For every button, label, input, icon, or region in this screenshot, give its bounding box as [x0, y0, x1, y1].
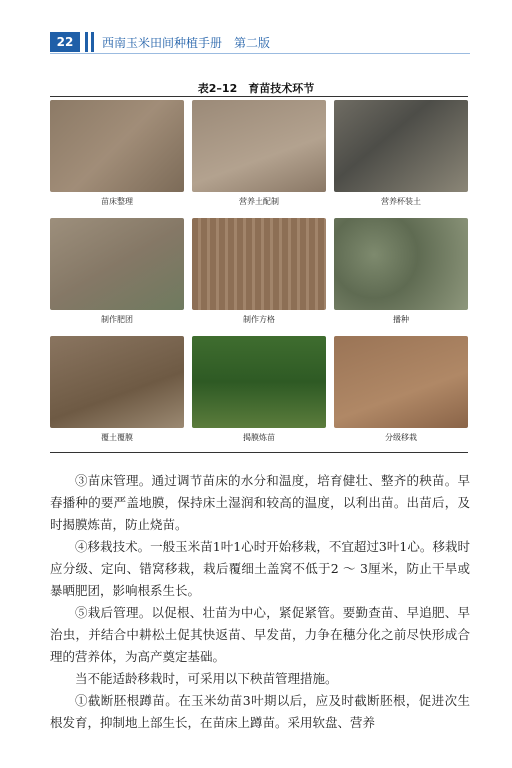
photo-cell: [192, 100, 326, 207]
photo-label: 覆土覆膜: [101, 433, 133, 442]
photo-cell: [192, 218, 326, 325]
photo-cell: [334, 100, 468, 207]
paragraph: ④移栽技术。一般玉米苗1叶1心时开始移栽，不宜超过3叶1心。移栽时应分级、定向、错窝移栽，栽后覆细土盖窝不低于2 ～ 3厘米，防止干旱或暴晒肥团，影响根系生长。: [50, 539, 470, 598]
header-rule: [50, 53, 470, 54]
photo-label: 分级移栽: [385, 433, 417, 442]
photo-label: 营养杯装土: [381, 197, 421, 206]
photo-film-removal: [192, 336, 326, 428]
header-decor-bar: [85, 32, 88, 52]
photo-label: 制作肥团: [101, 315, 133, 324]
photo-cell: [192, 336, 326, 443]
photo-grid-making: [192, 218, 326, 310]
photo-graded-transplant: [334, 336, 468, 428]
table-bottom-rule: [50, 452, 468, 453]
photo-soil-cover-film: [50, 336, 184, 428]
page-number: 22: [50, 32, 80, 52]
paragraph: ①截断胚根蹲苗。在玉米幼苗3叶期以后，应及时截断胚根，促进次生根发育，抑制地上部生长，在苗床上蹲苗。采用软盘、营养: [50, 693, 470, 730]
photo-cell: [50, 100, 184, 207]
book-title: 西南玉米田间种植手册 第二版: [102, 36, 271, 50]
photo-label: 揭膜炼苗: [243, 433, 275, 442]
photo-label: 营养土配制: [239, 197, 279, 206]
paragraph: ⑤栽后管理。以促根、壮苗为中心，紧促紧管。要勤查苗、早追肥、早治虫，并结合中耕松土促其快返苗、早发苗，力争在穗分化之前尽快形成合理的营养体，为高产奠定基础。: [50, 605, 470, 664]
photo-fertilizer-ball: [50, 218, 184, 310]
photo-label: 苗床整理: [101, 197, 133, 206]
table-top-rule: [50, 96, 468, 97]
photo-cell: [50, 336, 184, 443]
photo-cell: [50, 218, 184, 325]
photo-label: 播种: [393, 315, 409, 324]
paragraph: 当不能适龄移栽时，可采用以下秧苗管理措施。: [75, 671, 338, 686]
header-decor-bar: [91, 32, 94, 52]
photo-nutrient-cup: [334, 100, 468, 192]
body-text: [50, 470, 470, 734]
photo-cell: [334, 336, 468, 443]
running-header: [50, 30, 470, 54]
photo-seedbed-preparation: [50, 100, 184, 192]
photo-nutrient-soil: [192, 100, 326, 192]
paragraph: ③苗床管理。通过调节苗床的水分和温度，培育健壮、整齐的秧苗。早春播种的要严盖地膜，保持床土湿润和较高的温度，以利出苗。出苗后，及时揭膜炼苗，防止烧苗。: [50, 473, 470, 532]
photo-cell: [334, 218, 468, 325]
photo-label: 制作方格: [243, 315, 275, 324]
photo-sowing: [334, 218, 468, 310]
table-caption: 表2–12 育苗技术环节: [197, 82, 315, 95]
